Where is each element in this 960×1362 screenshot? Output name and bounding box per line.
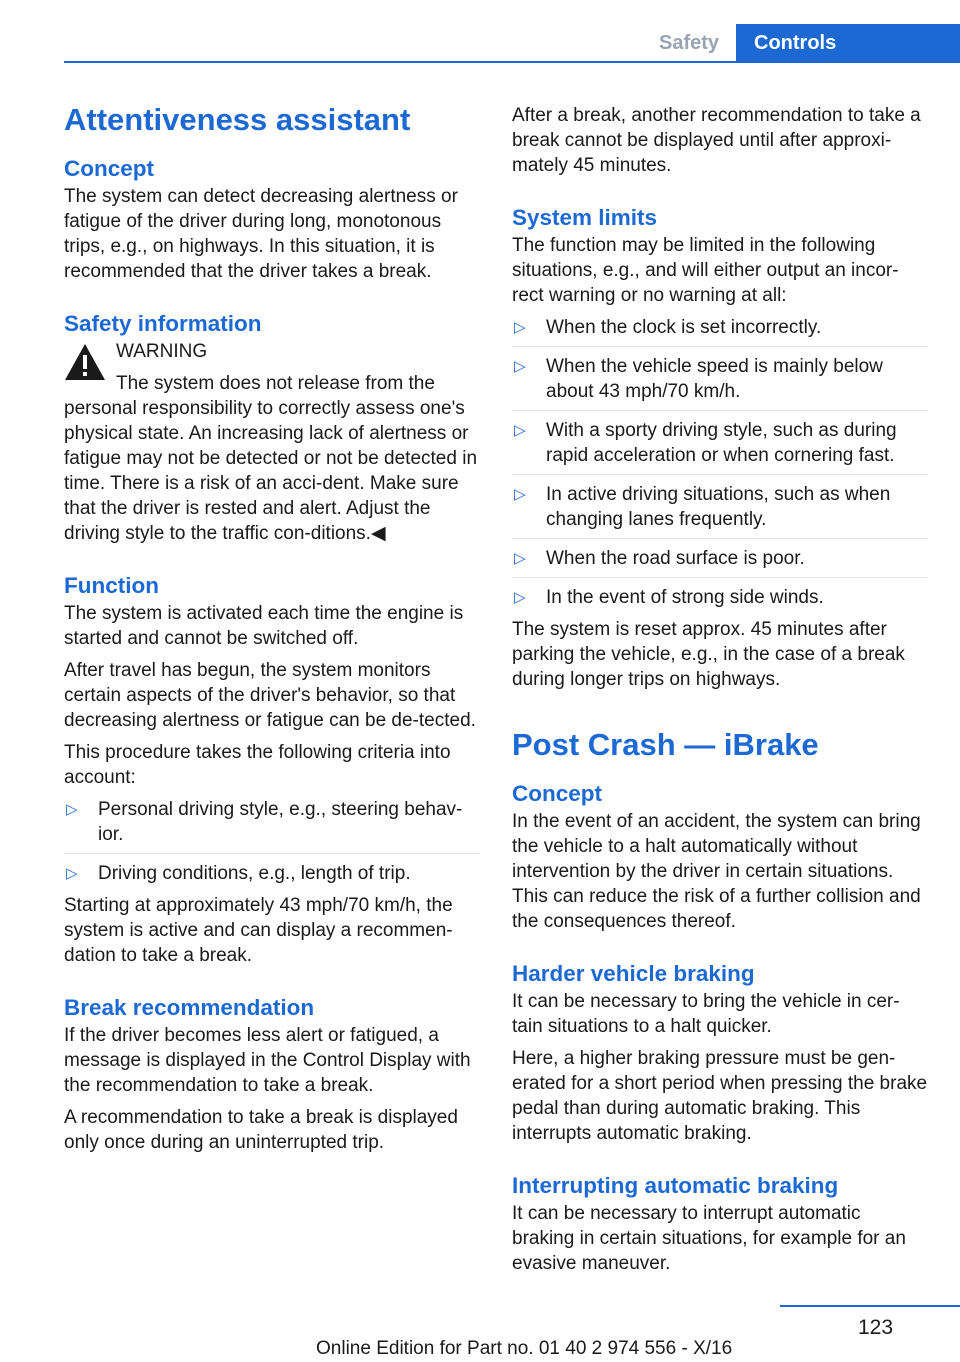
ibrake-concept-text: In the event of an accident, the system can bring the vehicle to a halt automatically without intervention by the driver in certain situations. This can reduce the risk of a further collision and the consequences thereof. — [512, 811, 921, 932]
harder-text-1: It can be necessary to bring the vehicle in cer‐tain situations to a halt quicker. — [512, 991, 900, 1037]
bullet-triangle-icon: ▷ — [514, 319, 526, 336]
list-item — [512, 482, 928, 539]
break-text-2: A recommendation to take a break is displayed only once during an uninterrupted trip. — [64, 1107, 458, 1153]
list-item — [512, 418, 928, 475]
concept-text: The system can detect decreasing alertness or fatigue of the driver during long, monotonous trips, e.g., on highways. In this situation, it is recommended that the driver takes a break. — [64, 186, 458, 282]
list-item — [512, 354, 928, 411]
bullet-triangle-icon: ▷ — [514, 422, 526, 439]
limits-list — [512, 315, 928, 610]
list-item-text: When the clock is set incorrectly. — [546, 317, 822, 338]
bullet-triangle-icon: ▷ — [66, 801, 78, 818]
tab-controls-label: Controls — [754, 31, 837, 54]
section-title-post-crash: Post Crash — iBrake — [512, 727, 819, 762]
heading-harder-braking: Harder vehicle braking — [512, 961, 755, 986]
heading-interrupting-braking: Interrupting automatic braking — [512, 1173, 839, 1198]
list-item — [512, 546, 928, 578]
interrupt-text: It can be necessary to interrupt automatic braking in certain situations, for example for an evasive maneuver. — [512, 1203, 906, 1274]
heading-concept-ibrake: Concept — [512, 781, 602, 806]
tab-safety-label: Safety — [658, 31, 720, 54]
list-item-text: Driving conditions, e.g., length of trip. — [98, 863, 411, 884]
bullet-triangle-icon: ▷ — [514, 589, 526, 606]
reset-text: The system is reset approx. 45 minutes after parking the vehicle, e.g., in the case of a break during longer trips on highways. — [512, 619, 905, 690]
heading-system-limits: System limits — [512, 205, 658, 230]
list-item — [64, 861, 480, 886]
criteria-list — [64, 797, 480, 886]
list-item-text: Personal driving style, e.g., steering behav‐ior. — [98, 799, 463, 845]
list-item — [512, 585, 928, 610]
heading-break-recommendation: Break recommendation — [64, 995, 315, 1020]
heading-function: Function — [64, 573, 159, 598]
break-text-1: If the driver becomes less alert or fatigued, a message is displayed in the Control Display with the recommendation to take a break. — [64, 1025, 471, 1096]
section-title-attentiveness: Attentiveness assistant — [64, 102, 411, 137]
left-column — [64, 100, 480, 1162]
function-text-4: Starting at approximately 43 mph/70 km/h, the system is active and can display a recommen‐dation to take a break. — [64, 895, 453, 966]
page-number: 123 — [858, 1316, 894, 1339]
function-text-2: After travel has begun, the system monitors certain aspects of the driver's behavior, so that decreasing alertness or fatigue can be de‐tected. — [64, 660, 476, 731]
bullet-triangle-icon: ▷ — [514, 550, 526, 567]
warning-label: WARNING — [116, 341, 208, 362]
bullet-triangle-icon: ▷ — [514, 358, 526, 375]
list-item-text: With a sporty driving style, such as during rapid acceleration or when cornering fast. — [546, 420, 897, 466]
bullet-triangle-icon: ▷ — [514, 486, 526, 503]
heading-concept: Concept — [64, 156, 154, 181]
warning-triangle-icon — [64, 343, 106, 381]
warning-text: personal responsibility to correctly assess one's physical state. An increasing lack of alertness or fatigue may not be detected or not be detected in time. There is a risk of an acci‐dent. Make sure that the driver is rested and alert. Adjust the driving style to the traffic con‐ditions.◀ — [64, 398, 478, 544]
function-text-1: The system is activated each time the engine is started and cannot be switched off. — [64, 603, 464, 649]
list-item-text: When the road surface is poor. — [546, 548, 805, 569]
list-item-text: In the event of strong side winds. — [546, 587, 824, 608]
limits-text: The function may be limited in the following situations, e.g., and will either output an incor‐rect warning or no warning at all: — [512, 235, 899, 306]
tab-safety[interactable] — [642, 24, 736, 62]
list-item — [512, 315, 928, 347]
bullet-triangle-icon: ▷ — [66, 865, 78, 882]
footer-rule — [780, 1305, 960, 1307]
warning-text-first-line: The system does not release from the — [116, 373, 435, 394]
break-continued-text: After a break, another recommendation to take a break cannot be displayed until after approxi‐mately 45 minutes. — [512, 105, 921, 176]
list-item-text: In active driving situations, such as when changing lanes frequently. — [546, 484, 891, 530]
warning-block — [64, 339, 480, 546]
heading-safety-information: Safety information — [64, 311, 262, 336]
header-rule — [64, 61, 960, 63]
list-item — [64, 797, 480, 854]
function-text-3: This procedure takes the following criteria into account: — [64, 742, 451, 788]
list-item-text: When the vehicle speed is mainly below about 43 mph/70 km/h. — [546, 356, 883, 402]
edition-note: Online Edition for Part no. 01 40 2 974 556 - X/16 — [316, 1338, 733, 1359]
harder-text-2: Here, a higher braking pressure must be gen‐erated for a short period when pressing the brake pedal than during automatic braking. This interrupts automatic braking. — [512, 1048, 928, 1144]
tab-controls[interactable] — [736, 24, 960, 62]
right-column — [512, 103, 928, 1283]
